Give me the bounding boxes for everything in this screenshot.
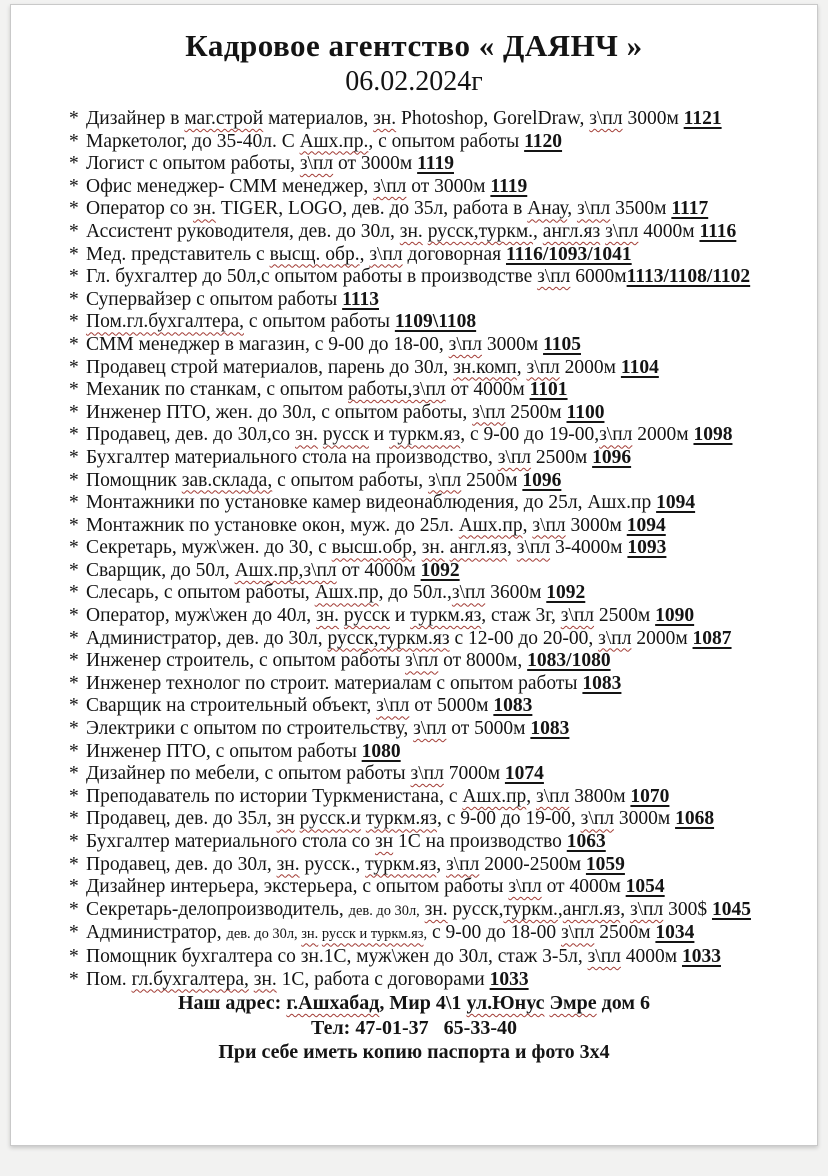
job-description: Монтажники по установке камер видеонаблюдения, до 25л, Ашх.пр — [86, 492, 657, 514]
job-listing-row — [69, 515, 793, 538]
job-ref-number: 1096 — [592, 446, 632, 468]
job-ref-number: 1083 — [582, 672, 622, 694]
bullet-asterisk: * — [69, 446, 79, 468]
job-listing-row — [69, 424, 793, 447]
bullet-asterisk: * — [69, 945, 79, 967]
job-description: Сварщик на строительный объект, з\пл от 5000м — [86, 695, 494, 717]
bullet-asterisk: * — [69, 695, 79, 717]
job-ref-number: 1074 — [504, 763, 544, 785]
job-description: Маркетолог, до 35-40л. С Ашх.пр., с опытом работы — [86, 130, 525, 152]
bullet-asterisk: * — [69, 672, 79, 694]
job-listing-row — [69, 876, 793, 899]
job-description: Инженер ПТО, с опытом работы — [86, 740, 362, 762]
job-ref-number: 1070 — [630, 785, 670, 807]
page-date: 06.02.2024г — [345, 66, 483, 97]
job-description: Дизайнер в маг.строй материалов, зн. Photoshop, GorelDraw, з\пл 3000м — [86, 108, 684, 129]
job-ref-number: 1093 — [627, 537, 667, 559]
job-listing-row — [69, 560, 793, 583]
job-description: Помощник бухгалтера со зн.1С, муж\жен до 30л, стаж 3-5л, з\пл 4000м — [86, 945, 682, 967]
job-ref-number: 1033 — [489, 968, 529, 990]
job-description: Слесарь, с опытом работы, Ашх.пр, до 50л.,з\пл 3600м — [86, 582, 547, 604]
page-title: Кадровое агентство « ДАЯНЧ » — [185, 28, 643, 63]
job-listing-row — [69, 198, 793, 221]
job-description: Продавец, дев. до 30л,со зн. русск и туркм.яз, с 9-00 до 19-00,з\пл 2000м — [86, 424, 694, 446]
bullet-asterisk: * — [69, 785, 79, 807]
job-ref-number: 1090 — [655, 605, 695, 627]
bullet-asterisk: * — [69, 898, 79, 920]
job-listing-row — [69, 221, 793, 244]
job-listing-row — [69, 605, 793, 628]
job-listing-row — [69, 447, 793, 470]
job-ref-number: 1096 — [522, 469, 562, 491]
job-ref-number: 1113 — [342, 288, 379, 310]
bullet-asterisk: * — [69, 740, 79, 762]
job-ref-number: 1119 — [417, 153, 454, 175]
bullet-asterisk: * — [69, 605, 79, 627]
job-description: Супервайзер с опытом работы — [86, 288, 343, 310]
job-ref-number: 1116/1093/1041 — [505, 243, 632, 265]
job-description: Мед. представитель с высщ. обр., з\пл договорная — [86, 243, 506, 265]
page-footer — [11, 991, 817, 1065]
job-ref-number: 1098 — [693, 424, 733, 446]
job-listing-row — [69, 244, 793, 267]
bullet-asterisk: * — [69, 401, 79, 423]
job-ref-number: 1119 — [490, 175, 528, 197]
job-listing-row — [69, 922, 793, 946]
bullet-asterisk: * — [69, 175, 79, 197]
bullet-asterisk: * — [69, 922, 79, 944]
job-ref-number: 1121 — [683, 108, 722, 129]
job-listing-row — [69, 763, 793, 786]
bullet-asterisk: * — [69, 968, 79, 990]
job-description: Дизайнер интерьера, экстерьера, с опытом работы з\пл от 4000м — [86, 876, 626, 898]
job-description: Пом. гл.бухгалтера, зн. 1С, работа с договорами — [86, 968, 490, 990]
job-listing-row — [69, 176, 793, 199]
job-ref-number: 1068 — [675, 808, 715, 830]
job-listing-row — [69, 786, 793, 809]
note-line: При себе иметь копию паспорта и фото 3х4 — [218, 1041, 610, 1064]
job-listing-row — [69, 808, 793, 831]
job-description: Инженер технолог по строит. материалам с опытом работы — [86, 672, 583, 694]
bullet-asterisk: * — [69, 559, 79, 581]
job-ref-number: 1113/1108/1102 — [626, 266, 751, 288]
job-ref-number: 1034 — [655, 922, 695, 944]
job-ref-number: 1059 — [585, 853, 625, 875]
job-ref-number: 1083 — [493, 695, 533, 717]
bullet-asterisk: * — [69, 220, 79, 242]
job-ref-number: 1120 — [524, 130, 563, 152]
job-ref-number: 1083 — [530, 718, 570, 740]
job-listing-row — [69, 402, 793, 425]
job-ref-number: 1083/1080 — [527, 650, 611, 672]
job-listing-row — [69, 108, 793, 131]
job-listing-row — [69, 334, 793, 357]
job-description: Ассистент руководителя, дев. до 30л, зн. русск,туркм., англ.яз з\пл 4000м — [86, 220, 700, 242]
job-listing-row — [69, 854, 793, 877]
job-ref-number: 1101 — [529, 379, 568, 401]
job-description: Секретарь, муж\жен. до 30, с высш.обр, зн. англ.яз, з\пл 3-4000м — [86, 537, 628, 559]
job-listing-row — [69, 899, 793, 923]
job-listing-row — [69, 266, 793, 289]
job-description: Электрики с опытом по строительству, з\пл от 5000м — [86, 718, 531, 740]
job-description: Инженер строитель, с опытом работы з\пл от 8000м, — [86, 650, 528, 672]
bullet-asterisk: * — [69, 356, 79, 378]
job-description: Логист с опытом работы, з\пл от 3000м — [86, 153, 418, 175]
job-description: Преподаватель по истории Туркменистана, с Ашх.пр, з\пл 3800м — [86, 785, 631, 807]
bullet-asterisk: * — [69, 288, 79, 310]
job-ref-number: 1054 — [625, 876, 665, 898]
job-description: Бухгалтер материального стола на производство, з\пл 2500м — [86, 446, 593, 468]
bullet-asterisk: * — [69, 763, 79, 785]
job-listing-row — [69, 650, 793, 673]
job-listing-row — [69, 582, 793, 605]
bullet-asterisk: * — [69, 198, 79, 220]
job-ref-number: 1063 — [566, 831, 606, 852]
job-listing-row — [69, 831, 793, 854]
job-listing-row — [69, 741, 793, 764]
job-ref-number: 1105 — [543, 333, 581, 355]
job-listing-row — [69, 673, 793, 696]
job-listing-row — [69, 492, 793, 515]
job-listing-row — [69, 379, 793, 402]
job-ref-number: 1117 — [671, 198, 709, 220]
job-listing-row — [69, 131, 793, 154]
job-description: Продавец, дев. до 30л, зн. русск., туркм.яз, з\пл 2000-2500м — [86, 853, 586, 875]
document-page — [10, 4, 818, 1146]
bullet-asterisk: * — [69, 108, 79, 129]
job-description: Оператор со зн. TIGER, LOGO, дев. до 35л, работа в Анау, з\пл 3500м — [86, 198, 672, 220]
job-description: Администратор, дев. до 30л, зн. русск и туркм.яз, с 9-00 до 18-00 з\пл 2500м — [86, 922, 656, 944]
phone-line: Тел: 47-01-37 65-33-40 — [311, 1016, 517, 1039]
job-ref-number: 1080 — [361, 740, 401, 762]
bullet-asterisk: * — [69, 379, 79, 401]
bullet-asterisk: * — [69, 492, 79, 514]
job-description: Бухгалтер материального стола со зн 1С на производство — [86, 831, 567, 852]
job-description: Механик по станкам, с опытом работы,з\пл от 4000м — [86, 379, 530, 401]
job-listing-row — [69, 357, 793, 380]
job-ref-number: 1045 — [711, 898, 751, 920]
job-description: Инженер ПТО, жен. до 30л, с опытом работы, з\пл 2500м — [86, 401, 567, 423]
bullet-asterisk: * — [69, 424, 79, 446]
bullet-asterisk: * — [69, 243, 79, 265]
bullet-asterisk: * — [69, 650, 79, 672]
job-ref-number: 1104 — [620, 356, 659, 378]
bullet-asterisk: * — [69, 537, 79, 559]
bullet-asterisk: * — [69, 831, 79, 852]
job-description: Помощник зав.склада, с опытом работы, з\пл 2500м — [86, 469, 523, 491]
job-description: Секретарь-делопроизводитель, дев. до 30л, зн. русск,туркм.,англ.яз, з\пл 300$ — [86, 898, 712, 920]
bullet-asterisk: * — [69, 311, 79, 333]
bullet-asterisk: * — [69, 130, 79, 152]
bullet-asterisk: * — [69, 718, 79, 740]
job-ref-number: 1100 — [566, 401, 605, 423]
job-ref-number: 1094 — [656, 492, 696, 514]
bullet-asterisk: * — [69, 333, 79, 355]
job-ref-number: 1116 — [699, 220, 737, 242]
bullet-asterisk: * — [69, 266, 79, 288]
job-listing-row — [69, 695, 793, 718]
job-listing-row — [69, 153, 793, 176]
job-listing-row — [69, 311, 793, 334]
job-listing-row — [69, 537, 793, 560]
job-description: Офис менеджер- СММ менеджер, з\пл от 3000м — [86, 175, 491, 197]
job-description: Дизайнер по мебели, с опытом работы з\пл 7000м — [86, 763, 505, 785]
bullet-asterisk: * — [69, 469, 79, 491]
job-ref-number: 1094 — [626, 514, 666, 536]
job-description: Продавец строй материалов, парень до 30л, зн.комп, з\пл 2000м — [86, 356, 621, 378]
job-ref-number: 1087 — [692, 627, 732, 649]
job-listing-row — [69, 470, 793, 493]
job-description: Монтажник по установке окон, муж. до 25л. Ашх.пр, з\пл 3000м — [86, 514, 627, 536]
bullet-asterisk: * — [69, 876, 79, 898]
bullet-asterisk: * — [69, 808, 79, 830]
job-listing-row — [69, 946, 793, 969]
job-description: Администратор, дев. до 30л, русск,туркм.яз с 12-00 до 20-00, з\пл 2000м — [86, 627, 693, 649]
job-listing-row — [69, 289, 793, 312]
bullet-asterisk: * — [69, 153, 79, 175]
job-listing-row — [69, 969, 793, 992]
job-listings — [11, 108, 817, 991]
job-description: Гл. бухгалтер до 50л,с опытом работы в производстве з\пл 6000м — [86, 266, 627, 288]
job-listing-row — [69, 718, 793, 741]
bullet-asterisk: * — [69, 853, 79, 875]
job-description: СММ менеджер в магазин, с 9-00 до 18-00, з\пл 3000м — [86, 333, 544, 355]
job-description: Сварщик, до 50л, Ашх.пр,з\пл от 4000м — [86, 559, 421, 581]
job-ref-number: 1033 — [682, 945, 721, 967]
job-description: Оператор, муж\жен до 40л, зн. русск и туркм.яз, стаж 3г, з\пл 2500м — [86, 605, 656, 627]
address-line: Наш адрес: г.Ашхабад, Мир 4\1 ул.Юнус Эмре дом 6 — [177, 992, 651, 1015]
bullet-asterisk: * — [69, 514, 79, 536]
job-description: Продавец, дев. до 35л, зн русск.и туркм.яз, с 9-00 до 19-00, з\пл 3000м — [86, 808, 676, 830]
bullet-asterisk: * — [69, 627, 79, 649]
job-description: Пом.гл.бухгалтера, с опытом работы — [86, 311, 395, 333]
job-ref-number: 1092 — [546, 582, 586, 604]
job-ref-number: 1109\1108 — [394, 311, 477, 333]
job-ref-number: 1092 — [420, 559, 460, 581]
bullet-asterisk: * — [69, 582, 79, 604]
job-listing-row — [69, 628, 793, 651]
